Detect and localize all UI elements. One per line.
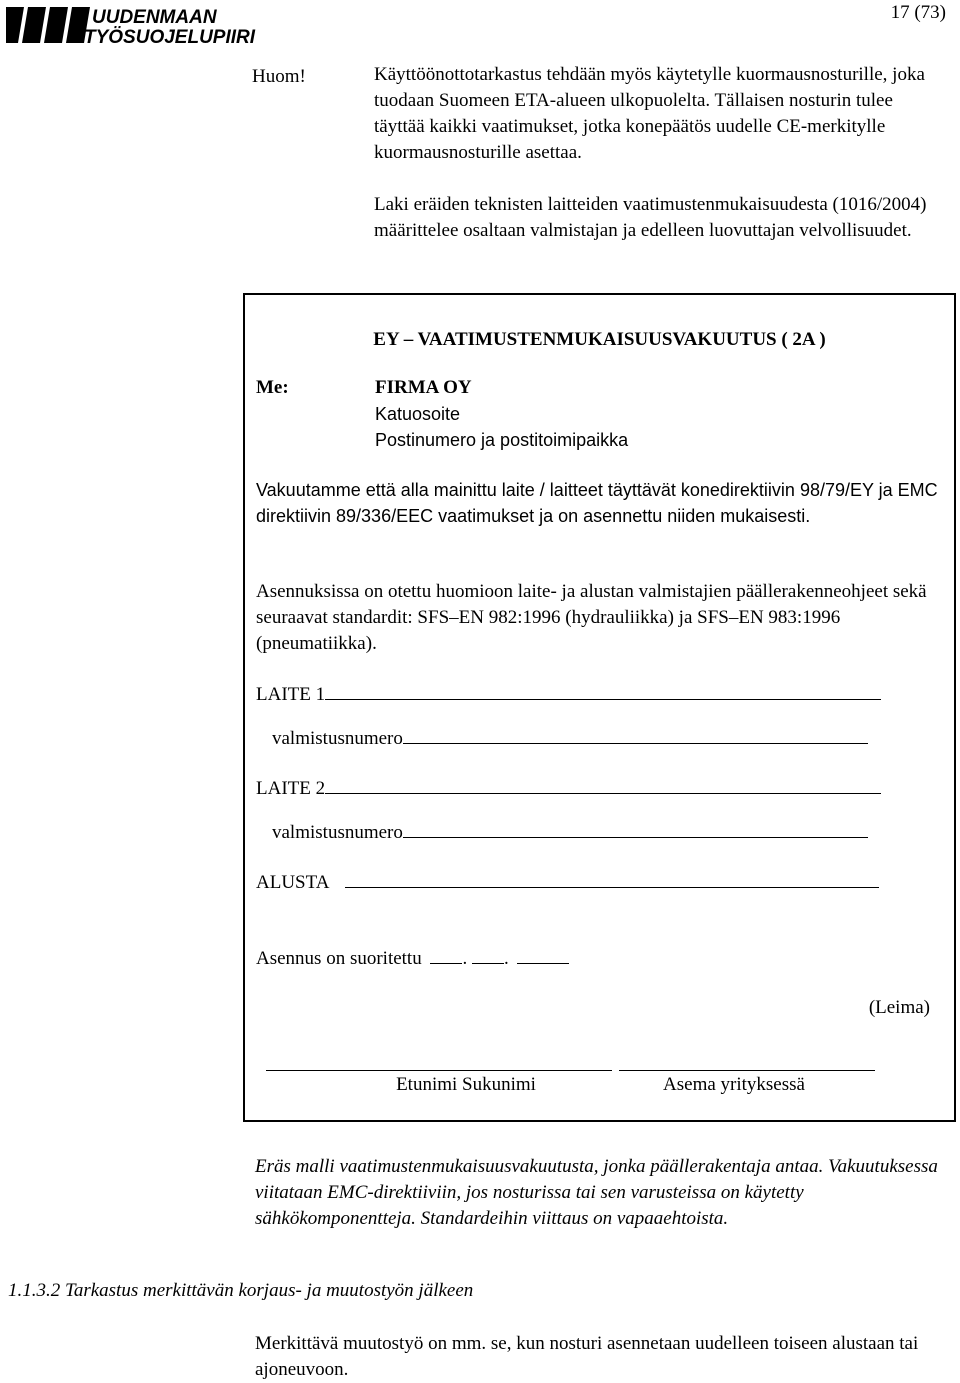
device2-label: LAITE 2	[256, 778, 326, 799]
device1-input-line[interactable]	[325, 681, 881, 700]
device1-label: LAITE 1	[256, 684, 326, 705]
page-number: 17 (73)	[890, 2, 946, 23]
postal-address: Postinumero ja postitoimipaikka	[375, 430, 629, 450]
serial1-label: valmistusnumero	[272, 728, 403, 749]
company-name: FIRMA OY	[375, 377, 472, 398]
logo-graphic	[6, 3, 296, 45]
chassis-label: ALUSTA	[256, 872, 330, 893]
logo-line1: UUDENMAAN	[92, 7, 217, 28]
example-note: Eräs malli vaatimustenmukaisuusvakuutusta, jonka päällerakentaja antaa. Vakuutuksessa viitataan EMC-direktiiviin, jos nosturissa tai sen varusteissa on käytetty sähkökomponentteja. Standardeihin viittaus on vapaaehtoista.	[255, 1156, 938, 1229]
stamp-label: (Leima)	[868, 997, 930, 1018]
serial2-field	[272, 819, 868, 844]
intro-paragraph: Käyttöönottotarkastus tehdään myös käytetylle kuormausnosturille, joka tuodaan Suomeen ETA-alueen ulkopuolelta. Tällaisen nosturin tulee täyttää kaikki vaatimukset, jotka konepäätös uudelle CE-merkitylle kuormausnosturille asettaa.	[374, 64, 925, 163]
chassis-input-line[interactable]	[345, 869, 879, 888]
signature-position-label: Asema yrityksessä	[663, 1074, 805, 1095]
organization-logo	[6, 3, 296, 45]
date-month-line[interactable]	[472, 945, 504, 964]
date-label: Asennus on suoritettu	[256, 948, 422, 969]
law-paragraph: Laki eräiden teknisten laitteiden vaatimustenmukaisuudesta (1016/2004) määrittelee osaltaan valmistajan ja edelleen luovuttajan velvollisuudet.	[374, 194, 927, 241]
device2-input-line[interactable]	[325, 775, 881, 794]
me-label: Me:	[256, 377, 289, 398]
serial2-label: valmistusnumero	[272, 822, 403, 843]
date-day-line[interactable]	[430, 945, 462, 964]
serial1-field	[272, 725, 868, 750]
serial1-input-line[interactable]	[403, 725, 868, 744]
street-address: Katuosoite	[375, 404, 461, 424]
section-heading: 1.1.3.2 Tarkastus merkittävän korjaus- ja muutostyön jälkeen	[8, 1280, 474, 1301]
device1-field	[256, 681, 881, 706]
declaration-text: Vakuutamme että alla mainittu laite / laitteet täyttävät konedirektiivin 98/79/EY ja EMC direktiivin 89/336/EEC vaatimukset ja on asennettu niiden mukaisesti.	[256, 480, 938, 526]
date-field: Asennus on suoritettu . .	[256, 945, 569, 970]
signature-position-line[interactable]	[619, 1070, 875, 1071]
installation-text: Asennuksissa on otettu huomioon laite- ja alustan valmistajien päällerakenneohjeet sekä seuraavat standardit: SFS–EN 982:1996 (hydrauliikka) ja SFS–EN 983:1996 (pneumatiikka).	[256, 581, 927, 654]
form-title: EY – VAATIMUSTENMUKAISUUSVAKUUTUS ( 2A )	[373, 329, 826, 350]
company-address	[375, 375, 628, 453]
signature-name-line[interactable]	[266, 1070, 612, 1071]
declaration-form-box	[243, 293, 956, 1122]
date-year-line[interactable]	[517, 945, 569, 964]
logo-line2: TYÖSUOJELUPIIRI	[84, 27, 256, 45]
signature-name-label: Etunimi Sukunimi	[396, 1074, 536, 1095]
section-paragraph: Merkittävä muutostyö on mm. se, kun nosturi asennetaan uudelleen toiseen alustaan tai ajoneuvoon.	[255, 1333, 919, 1380]
device2-field	[256, 775, 881, 800]
note-label: Huom!	[252, 66, 306, 87]
chassis-field	[256, 869, 879, 894]
serial2-input-line[interactable]	[403, 819, 868, 838]
